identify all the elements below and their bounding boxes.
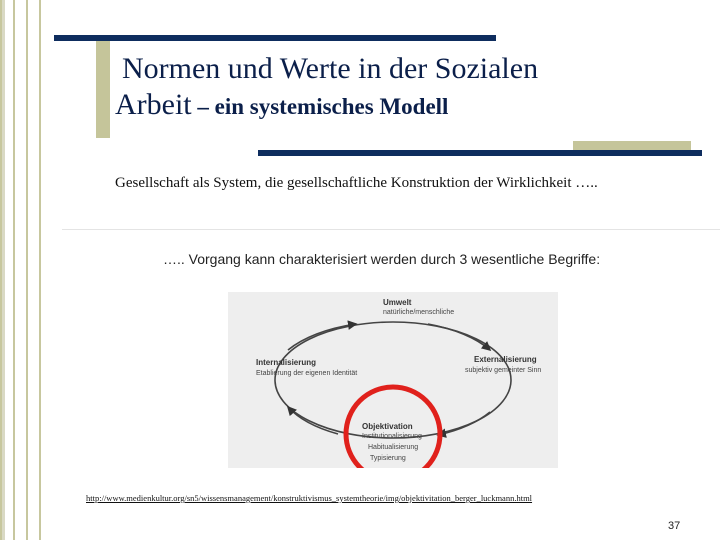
label-obj-sub1: Institutionalisierung [362,433,422,440]
body-text: Gesellschaft als System, die gesellschaftliche Konstruktion der Wirklichkeit ….. [115,175,598,191]
label-internalisierung: Internalisierung [256,358,317,367]
title-accent-bar [96,36,110,138]
scan-edge-line [62,229,720,230]
cycle-diagram [228,292,558,468]
slide-title-line1: Normen und Werte in der Sozialen [122,52,539,85]
label-umwelt: Umwelt [383,298,412,307]
label-obj-sub3: Typisierung [370,455,406,462]
scan-caption: ….. Vorgang kann charakterisiert werden durch 3 wesentliche Begriffe: [163,251,601,267]
label-externalisierung: Externalisierung [474,355,537,364]
label-internalisierung-sub: Etablierung der eigenen Identität [256,370,358,377]
source-link[interactable]: http://www.medienkultur.org/sn5/wissensmanagement/konstruktivismus_systemtheorie/img/objektivitation_berger_luckmann.html [86,493,533,503]
label-externalisierung-sub: subjektiv gemeinter Sinn [465,367,542,374]
label-umwelt-sub: natürliche/menschliche [383,309,455,316]
decorative-grid [0,0,52,540]
label-objektivation: Objektivation [362,422,413,431]
title-bottom-rule [258,150,702,156]
title-subtitle: – ein systemisches Modell [191,94,449,119]
slide-title-line2 [115,88,448,122]
title-top-rule [54,35,496,41]
page-number: 37 [668,520,681,532]
label-obj-sub2: Habitualisierung [368,444,419,451]
cycle-arrow-1 [428,324,490,350]
title-word-arbeit: Arbeit [115,88,192,121]
cycle-diagram-svg [228,292,558,468]
